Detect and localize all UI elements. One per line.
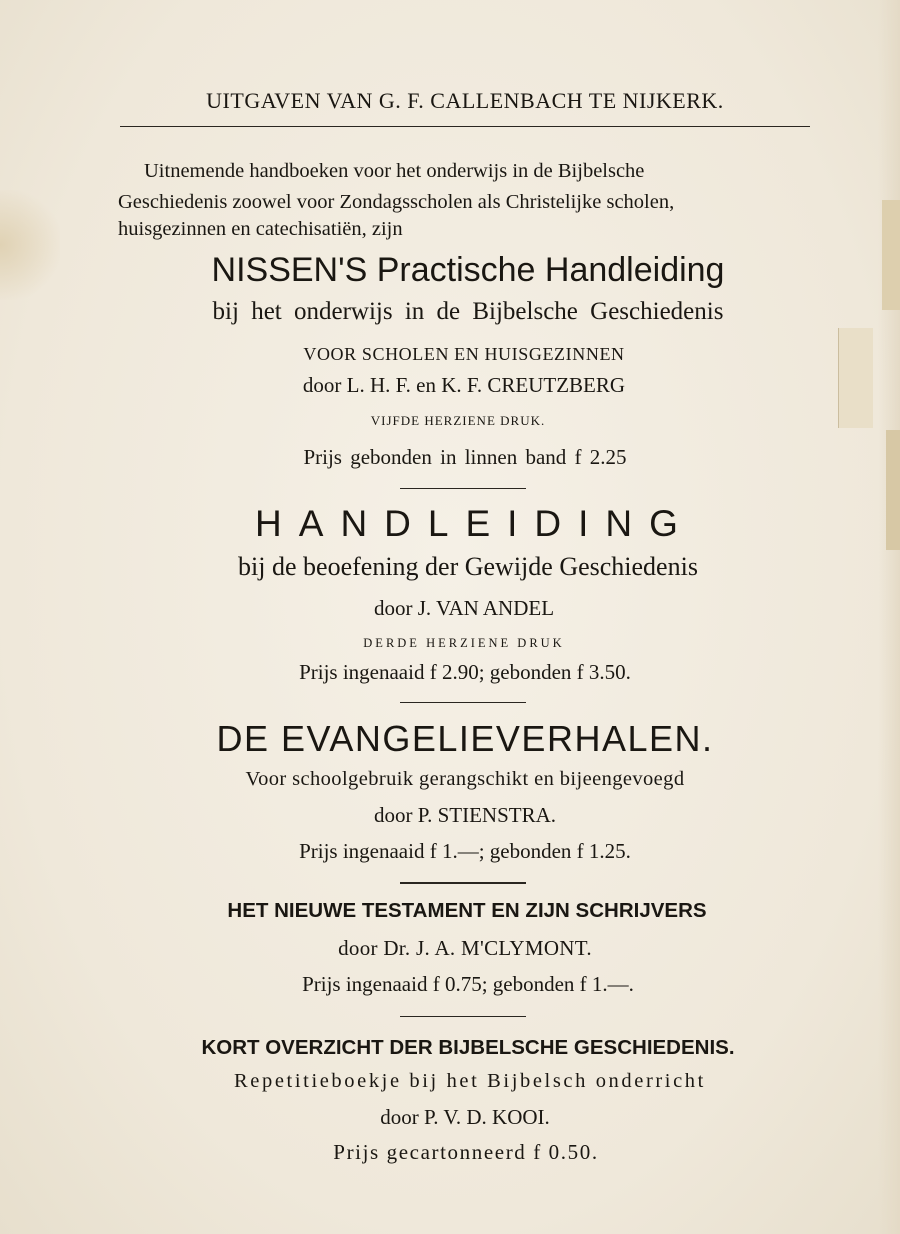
book5-author: door P. V. D. KOOI. [380,1105,550,1129]
book5-title: KORT OVERZICHT DER BIJBELSCHE GESCHIEDENIS. [201,1036,735,1059]
book2-author: door J. VAN ANDEL [373,596,555,620]
section-divider [400,488,526,489]
book3-subtitle: Voor schoolgebruik gerangschikt en bijeengevoegd [245,768,685,790]
book5-subtitle: Repetitieboekje bij het Bijbelsch onderricht [234,1070,706,1092]
section-divider [400,702,526,703]
book4-author: door Dr. J. A. M'CLYMONT. [338,936,592,960]
publisher-header: UITGAVEN VAN G. F. CALLENBACH TE NIJKERK. [206,88,724,113]
book2-price: Prijs ingenaaid f 2.90; gebonden f 3.50. [299,660,631,684]
intro-line: Geschiedenis zoowel voor Zondagsscholen als Christelijke scholen, [118,191,675,213]
section-divider [400,882,526,884]
intro-line: Uitnemende handboeken voor het onderwijs in de Bijbelsche [144,160,645,182]
book2-edition: DERDE HERZIENE DRUK [363,636,565,650]
section-divider [400,1016,526,1017]
book1-edition: VIJFDE HERZIENE DRUK. [370,413,546,428]
book4-title: HET NIEUWE TESTAMENT EN ZIJN SCHRIJVERS [227,899,707,922]
book1-subtitle: bij het onderwijs in de Bijbelsche Geschiedenis [212,298,724,325]
book3-author: door P. STIENSTRA. [373,803,557,827]
book2-title: HANDLEIDING [255,503,695,544]
book3-title: DE EVANGELIEVERHALEN. [216,718,714,759]
book5-price: Prijs gecartonneerd f 0.50. [333,1140,599,1164]
book1-title: NISSEN'S Practische Handleiding [211,251,725,289]
book3-price: Prijs ingenaaid f 1.—; gebonden f 1.25. [299,839,631,863]
book1-audience: VOOR SCHOLEN EN HUISGEZINNEN [303,344,625,364]
header-rule [120,126,810,127]
intro-line: huisgezinnen en catechisatiën, zijn [118,218,403,240]
book1-price: Prijs gebonden in linnen band f 2.25 [303,445,627,469]
book2-subtitle: bij de beoefening der Gewijde Geschiedenis [238,552,698,581]
book1-author: door L. H. F. en K. F. CREUTZBERG [302,373,626,397]
book4-price: Prijs ingenaaid f 0.75; gebonden f 1.—. [302,972,634,996]
